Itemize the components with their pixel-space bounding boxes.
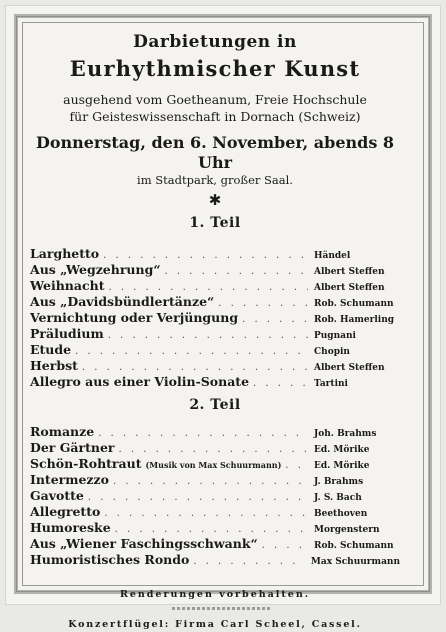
composer-name: Pugnani: [314, 331, 356, 341]
program-item: [30, 342, 400, 358]
piece-title-text: Vernichtung oder Verjüngung: [30, 310, 239, 325]
program-sheet: [6, 6, 440, 630]
piece-title-text: Aus „Wiener Faschingsschwank“: [30, 536, 258, 551]
title-line-2: Eurhythmischer Kunst: [69, 56, 361, 81]
part2-title: 2. Teil: [189, 397, 241, 413]
piece-title-text: Herbst: [30, 358, 78, 373]
piece-title: [30, 456, 285, 473]
dot-leader: [165, 264, 308, 280]
program-item: [30, 536, 400, 552]
title-line-1: Darbietungen in: [133, 32, 297, 52]
program-item: [30, 520, 400, 536]
program-item: [30, 262, 400, 278]
program-item: [30, 440, 400, 456]
program-item: [30, 294, 400, 310]
composer-name: Beethoven: [314, 509, 368, 519]
dot-leader: [104, 506, 308, 522]
composer-name: J. S. Bach: [314, 493, 362, 503]
part2-program-list: [30, 424, 400, 568]
piece-title-text: Weihnacht: [30, 278, 105, 293]
piece-title-text: Humoristisches Rondo: [30, 552, 190, 567]
program-item: [30, 310, 400, 326]
piece-title-text: Romanze: [30, 424, 95, 439]
piece-title: [30, 262, 165, 278]
part1-program-list: [30, 246, 400, 390]
piece-title-text: Der Gärtner: [30, 440, 115, 455]
subtitle-line-2: für Geisteswissenschaft in Dornach (Schweiz): [69, 109, 361, 124]
piece-title: [30, 488, 88, 504]
piece-title: [30, 504, 104, 520]
composer-name: J. Brahms: [314, 477, 364, 487]
piano-credit: Konzertflügel: Firma Carl Scheel, Cassel.: [68, 619, 362, 630]
piece-title-text: Allegro aus einer Violin-Sonate: [30, 374, 250, 389]
program-item: [30, 424, 400, 440]
dot-leader: [88, 490, 308, 506]
dot-leader: [193, 554, 305, 570]
piece-title-text: Larghetto: [30, 246, 100, 261]
piece-title-text: Aus „Wegzehrung“: [30, 262, 161, 277]
piece-title-text: Humoreske: [30, 520, 111, 535]
composer-name: Morgenstern: [314, 525, 380, 535]
program-item: [30, 472, 400, 488]
dot-leader: [242, 312, 308, 328]
piece-title: [30, 294, 218, 310]
dot-leader: [285, 458, 308, 474]
subtitle-line-1: ausgehend vom Goetheanum, Freie Hochschule: [63, 92, 367, 107]
piece-title: [30, 552, 193, 568]
dot-leader: [98, 426, 308, 442]
program-item: [30, 278, 400, 294]
composer-name: Albert Steffen: [314, 267, 385, 277]
piece-title: [30, 278, 108, 294]
program-item: [30, 552, 400, 568]
piece-title: [30, 310, 242, 326]
composer-name: Albert Steffen: [314, 283, 385, 293]
piece-title: [30, 246, 103, 262]
composer-name: Albert Steffen: [314, 363, 385, 373]
star-ornament-icon: ✱: [208, 191, 222, 209]
piece-title: [30, 424, 98, 440]
piece-title-text: Etude: [30, 342, 72, 357]
part1-title: 1. Teil: [189, 215, 241, 231]
composer-name: Joh. Brahms: [314, 429, 377, 439]
piece-title-text: Schön-Rohtraut: [30, 456, 142, 471]
piece-title-text: Präludium: [30, 326, 104, 341]
dot-leader: [75, 344, 308, 360]
event-date: Donnerstag, den 6. November, abends 8 Uhr: [35, 133, 395, 172]
piece-title: [30, 520, 115, 536]
composer-name: Rob. Schumann: [314, 541, 394, 551]
piece-title-text: Gavotte: [30, 488, 84, 503]
program-header: [30, 32, 400, 208]
event-place: im Stadtpark, großer Saal.: [137, 173, 293, 187]
piece-title-text: Allegretto: [30, 504, 101, 519]
dot-leader: [253, 376, 308, 392]
piece-title: [30, 472, 113, 488]
composer-name: Max Schuurmann: [310, 557, 400, 567]
composer-name: Ed. Mörike: [314, 445, 370, 455]
piece-title-text: Intermezzo: [30, 472, 109, 487]
piece-title: [30, 342, 75, 358]
composer-name: Tartini: [314, 379, 348, 389]
piece-title-text: Aus „Davidsbündlertänze“: [30, 294, 215, 309]
piece-title: [30, 440, 119, 456]
dot-leader: [108, 328, 308, 344]
composer-name: Chopin: [314, 347, 350, 357]
program-content: [30, 32, 400, 632]
composer-name: Händel: [314, 251, 351, 261]
piece-title: [30, 374, 253, 390]
piece-title: [30, 536, 262, 552]
piece-title: [30, 326, 108, 342]
program-item: [30, 374, 400, 390]
dot-leader: [262, 538, 308, 554]
rights-notice: Renderungen vorbehalten.: [119, 589, 311, 600]
composer-name: Rob. Hamerling: [314, 315, 395, 325]
program-item: [30, 326, 400, 342]
program-item: [30, 456, 400, 472]
program-item: [30, 504, 400, 520]
composer-name: Ed. Mörike: [314, 461, 370, 471]
bottom-print-mark: [172, 607, 272, 610]
program-item: [30, 246, 400, 262]
program-item: [30, 358, 400, 374]
dot-leader: [113, 474, 308, 490]
program-item: [30, 488, 400, 504]
composer-name: Rob. Schumann: [314, 299, 394, 309]
piece-note: (Musik von Max Schuurmann): [145, 460, 282, 470]
piece-title: [30, 358, 82, 374]
